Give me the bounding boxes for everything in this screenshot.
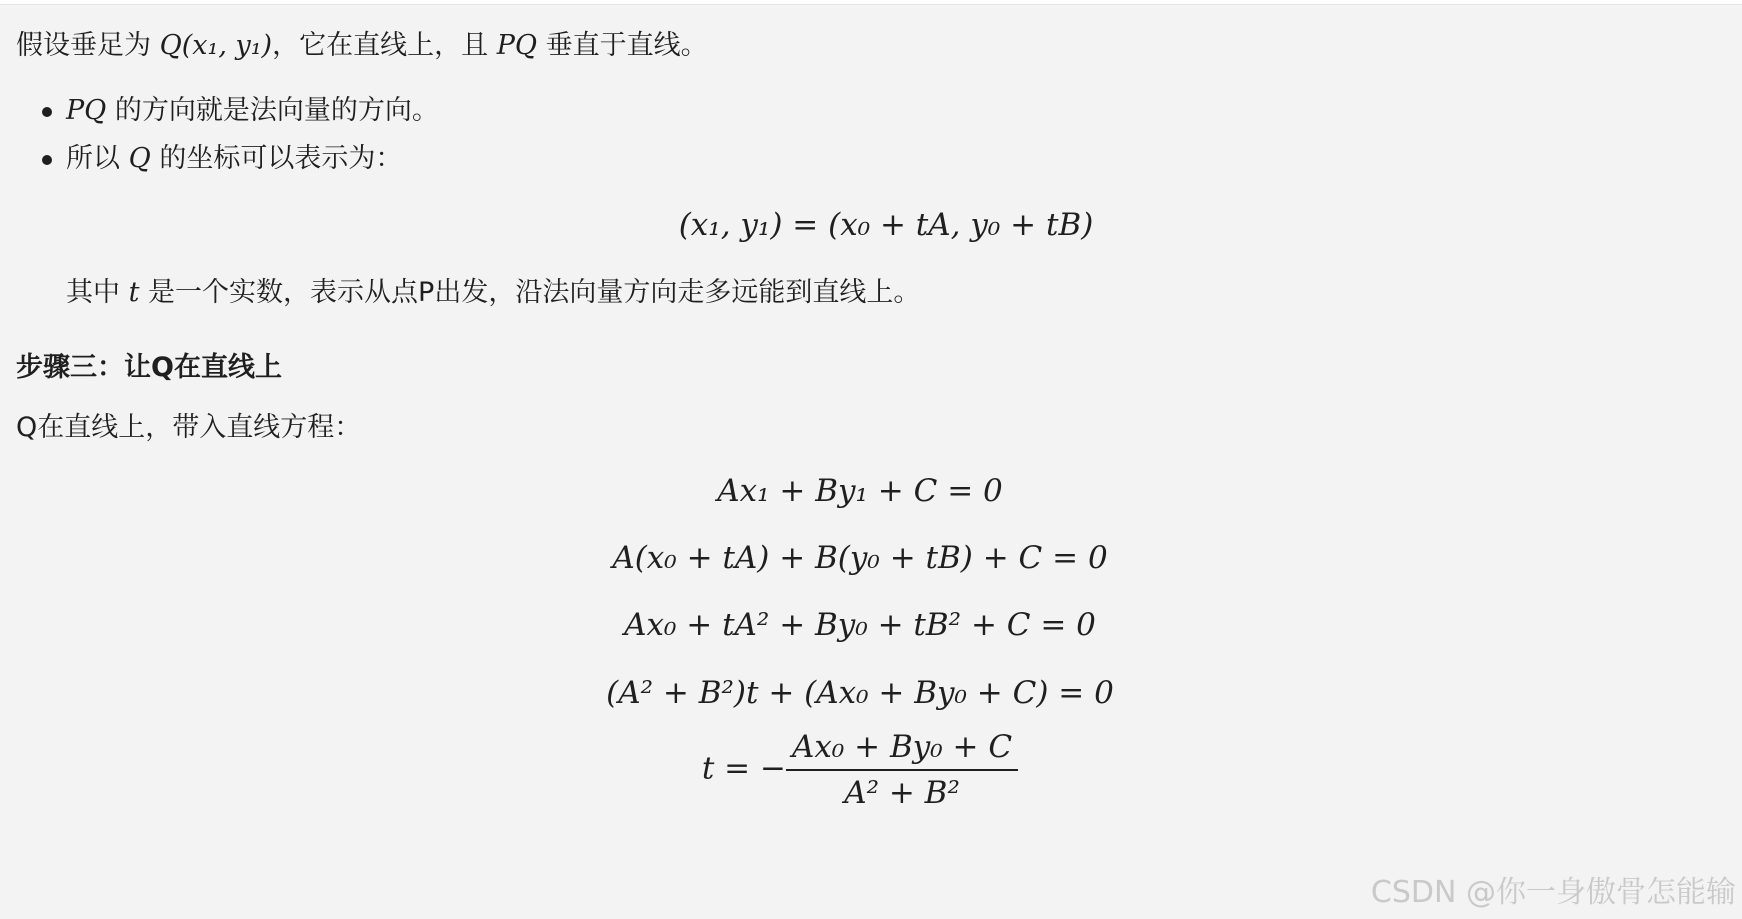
equation-2: A(x₀ + tA) + B(y₀ + tB) + C = 0 — [612, 540, 1108, 576]
explain-paragraph — [66, 276, 920, 310]
bullet-2-math: Q — [128, 143, 151, 174]
bullet-dot — [42, 107, 52, 117]
content-panel — [0, 4, 1742, 919]
bullet-dot — [42, 155, 52, 165]
bullet-item-2 — [66, 142, 402, 176]
explain-math: t — [128, 277, 140, 308]
bullet-1-text: 的方向就是法向量的方向。 — [106, 95, 439, 126]
fraction — [786, 729, 1018, 811]
bullet-1-math: PQ — [66, 95, 107, 126]
equation-param: (x₁, y₁) = (x₀ + tA, y₀ + tB) — [678, 207, 1094, 243]
explain-prefix: 其中 — [66, 277, 129, 308]
intro-coords: (x₁, y₁) — [181, 30, 273, 61]
explain-text: 是一个实数，表示从点P出发，沿法向量方向走多远能到直线上。 — [139, 277, 921, 308]
intro-paragraph — [16, 29, 708, 63]
equation-4: (A² + B²)t + (Ax₀ + By₀ + C) = 0 — [606, 675, 1114, 711]
intro-suffix: 垂直于直线。 — [537, 30, 708, 61]
bullet-2-text: 的坐标可以表示为： — [150, 143, 403, 174]
intro-point: Q — [159, 30, 182, 61]
intro-segment: PQ — [496, 30, 538, 61]
bullet-2-prefix: 所以 — [66, 143, 129, 174]
intro-prefix: 假设垂足为 — [16, 30, 160, 61]
step-heading: 步骤三：让Q在直线上 — [16, 352, 282, 383]
equation-final — [0, 729, 1742, 811]
final-lhs: t = − — [701, 750, 786, 787]
watermark: CSDN @你一身傲骨怎能输 — [1370, 875, 1736, 910]
step-text: Q在直线上，带入直线方程： — [16, 412, 362, 443]
intro-middle: ，它在直线上，且 — [272, 30, 497, 61]
equation-3: Ax₀ + tA² + By₀ + tB² + C = 0 — [624, 607, 1096, 643]
equation-1: Ax₁ + By₁ + C = 0 — [717, 473, 1003, 509]
bullet-item-1 — [66, 94, 439, 128]
fraction-denominator: A² + B² — [844, 775, 960, 811]
fraction-numerator: Ax₀ + By₀ + C — [786, 729, 1018, 771]
